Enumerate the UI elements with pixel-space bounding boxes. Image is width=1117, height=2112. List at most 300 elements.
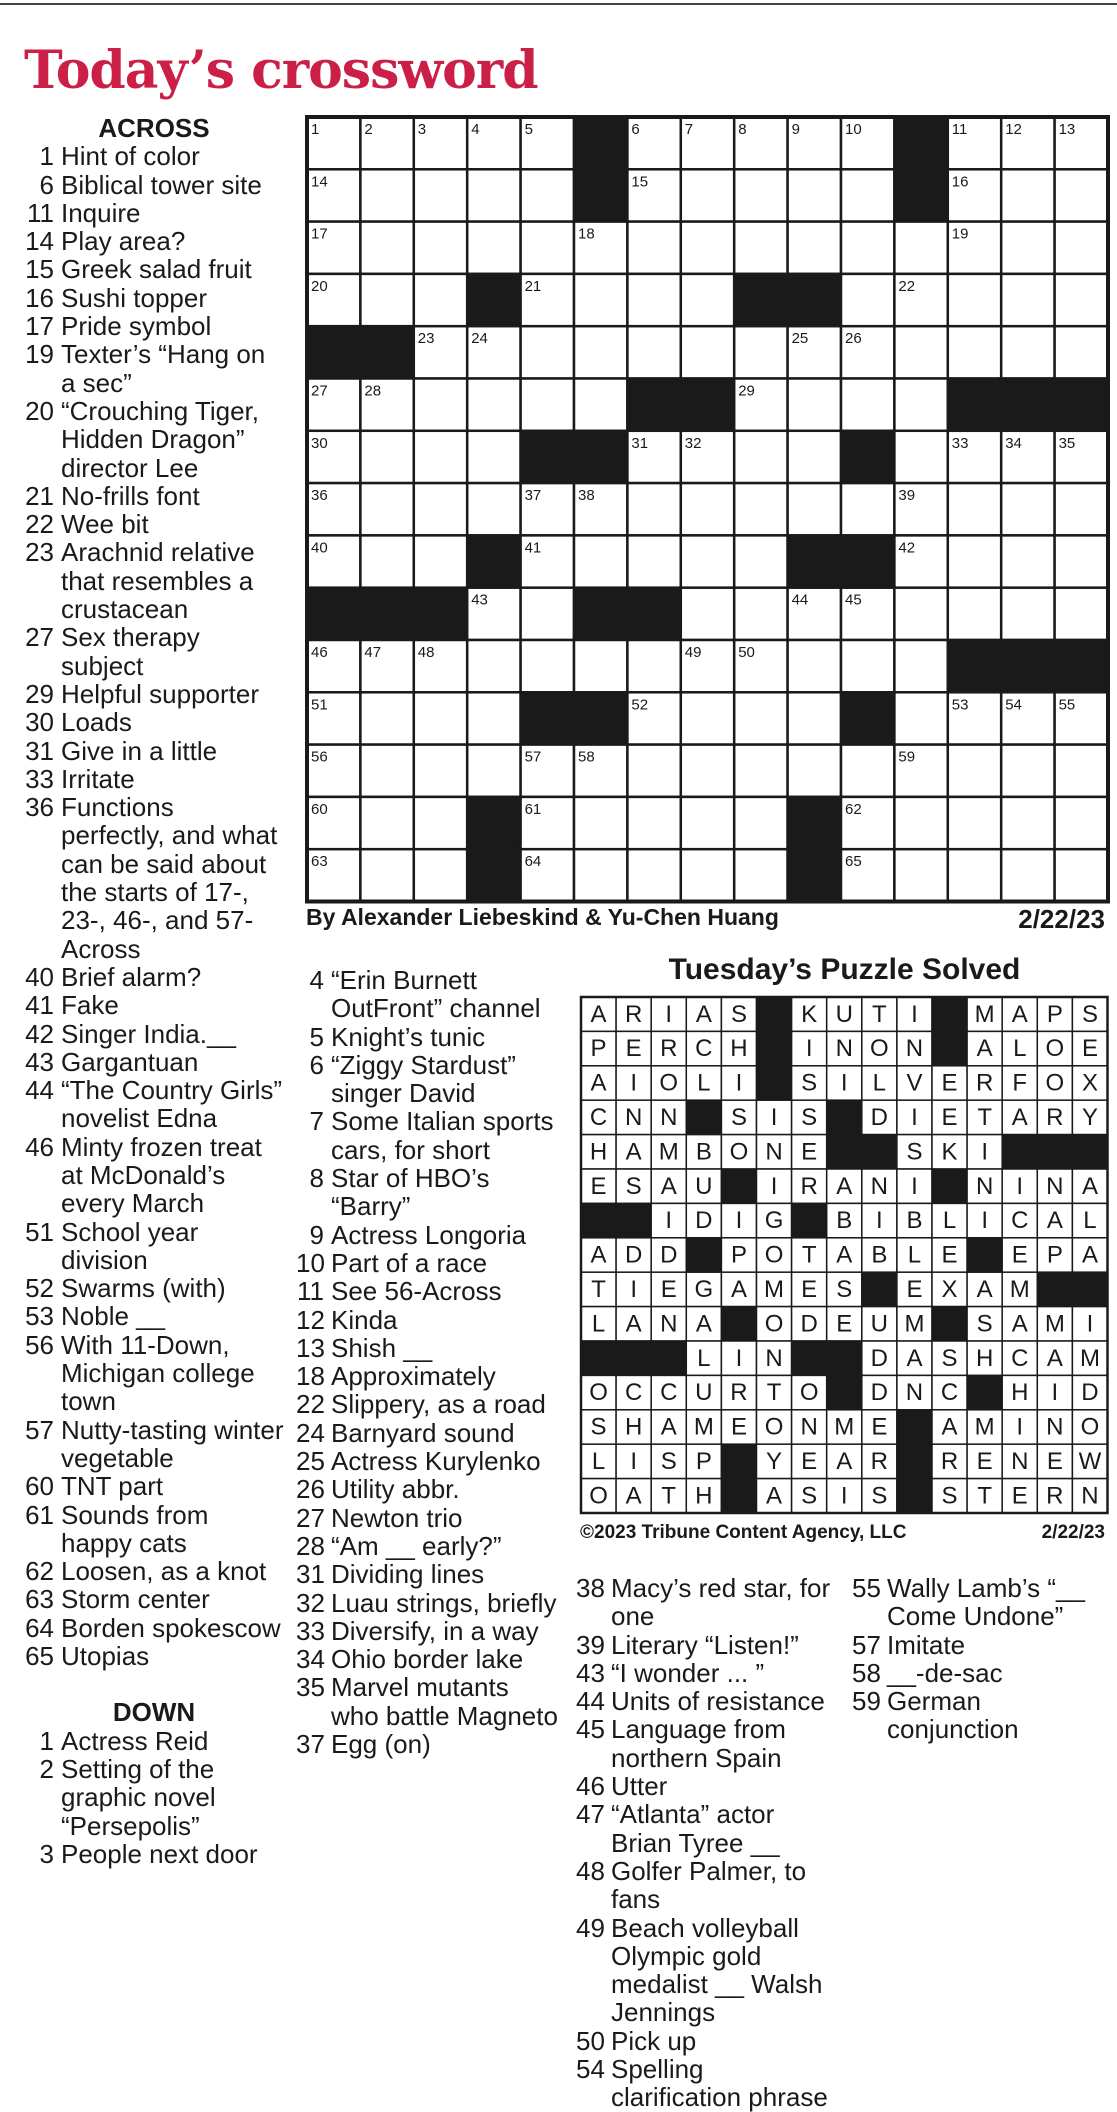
solution-letter: A <box>976 1035 993 1063</box>
grid-cell[interactable] <box>414 535 467 587</box>
grid-cell[interactable] <box>1001 326 1054 378</box>
grid-cell[interactable] <box>1055 797 1108 849</box>
solution-letter: E <box>801 1275 818 1303</box>
grid-cell[interactable] <box>734 222 787 274</box>
grid-cell[interactable] <box>841 274 894 326</box>
grid-cell[interactable] <box>414 483 467 535</box>
grid-cell[interactable] <box>1055 222 1108 274</box>
grid-cell[interactable] <box>1001 483 1054 535</box>
grid-cell[interactable] <box>360 849 413 901</box>
clue-number: 52 <box>25 1273 54 1304</box>
clue-item <box>24 1501 284 1558</box>
grid-cell[interactable] <box>627 745 680 797</box>
grid-cell[interactable] <box>521 588 574 640</box>
grid-cell[interactable] <box>1055 849 1108 901</box>
grid-cell[interactable] <box>948 274 1001 326</box>
black-square <box>932 997 967 1031</box>
grid-cell[interactable] <box>841 745 894 797</box>
clue-item <box>24 227 284 255</box>
solution-letter: E <box>871 1413 888 1441</box>
clue-item <box>24 1840 284 1868</box>
clue-number: 32 <box>296 1587 325 1618</box>
black-square <box>467 849 520 901</box>
clue-item <box>296 1730 558 1758</box>
solution-letter: U <box>835 1000 853 1028</box>
solution-letter: I <box>630 1447 637 1475</box>
grid-cell[interactable] <box>948 588 1001 640</box>
solution-letter: I <box>911 1103 918 1131</box>
solution-letter: O <box>1080 1413 1100 1441</box>
solution-letter: L <box>907 1241 922 1269</box>
grid-cell[interactable] <box>627 797 680 849</box>
grid-cell[interactable] <box>948 483 1001 535</box>
grid-cell[interactable] <box>627 535 680 587</box>
grid-cell[interactable] <box>360 222 413 274</box>
clue-text: Approximately <box>331 1361 496 1392</box>
grid-cell[interactable] <box>1055 745 1108 797</box>
clue-item <box>24 737 284 765</box>
grid-cell[interactable] <box>467 431 520 483</box>
grid-cell[interactable] <box>681 849 734 901</box>
clue-item <box>852 1687 1114 1744</box>
grid-cell[interactable] <box>1055 274 1108 326</box>
solution-letter: I <box>735 1207 743 1235</box>
cell-number: 33 <box>951 434 969 452</box>
clue-text: Functions perfectly, and what can be said about the starts of 17-, 23-, 46-, and 57-Across <box>61 792 278 964</box>
clue-number: 26 <box>296 1474 325 1505</box>
grid-cell[interactable] <box>681 692 734 744</box>
cell-number: 37 <box>524 487 542 505</box>
grid-cell[interactable] <box>894 692 947 744</box>
cell-number: 20 <box>311 277 328 295</box>
grid-cell[interactable] <box>734 588 787 640</box>
grid-cell[interactable] <box>467 640 520 692</box>
grid-cell[interactable] <box>360 692 413 744</box>
clue-text: Fake <box>61 990 119 1021</box>
clue-number: 14 <box>25 226 54 257</box>
solution-letter: A <box>660 1413 677 1441</box>
black-square <box>360 588 413 640</box>
solution-letter: A <box>625 1138 642 1166</box>
grid-cell[interactable] <box>948 326 1001 378</box>
cell-number: 1 <box>311 121 320 138</box>
clue-number: 11 <box>27 197 54 228</box>
grid-cell[interactable] <box>788 640 841 692</box>
cell-number: 2 <box>364 121 373 138</box>
solution-letter: L <box>1013 1035 1027 1063</box>
grid-cell[interactable] <box>894 640 947 692</box>
grid-cell[interactable] <box>734 169 787 221</box>
solution-letter: A <box>590 1241 607 1269</box>
cell-number: 22 <box>898 277 916 295</box>
grid-cell[interactable] <box>1055 169 1108 221</box>
black-square <box>841 535 894 587</box>
grid-cell[interactable] <box>627 326 680 378</box>
puzzle-grid-svg[interactable] <box>305 115 1110 904</box>
clue-number: 31 <box>296 1559 325 1590</box>
solution-letter: P <box>590 1035 607 1063</box>
clue-text: Loads <box>61 707 132 738</box>
grid-cell[interactable] <box>467 169 520 221</box>
solution-letter: L <box>591 1447 606 1475</box>
cell-number: 13 <box>1058 121 1076 138</box>
grid-cell[interactable] <box>1055 588 1108 640</box>
grid-cell[interactable] <box>734 483 787 535</box>
black-square <box>616 1341 651 1375</box>
solution-letter: T <box>977 1103 992 1131</box>
clue-item <box>24 284 284 312</box>
grid-cell[interactable] <box>574 535 627 587</box>
clue-number: 39 <box>576 1629 605 1660</box>
clue-text: Beach volleyball Olympic gold medalist __ Walsh Jennings <box>611 1912 823 2028</box>
clue-item <box>296 1306 558 1334</box>
grid-cell[interactable] <box>948 745 1001 797</box>
grid-cell[interactable] <box>948 849 1001 901</box>
grid-cell[interactable] <box>894 588 947 640</box>
solution-letter: H <box>695 1482 713 1510</box>
clue-text: Actress Reid <box>61 1725 209 1756</box>
grid-cell[interactable] <box>414 745 467 797</box>
grid-cell[interactable] <box>1001 169 1054 221</box>
clue-text: Sushi topper <box>61 282 207 313</box>
grid-cell[interactable] <box>681 326 734 378</box>
black-square <box>792 1341 827 1375</box>
grid-cell[interactable] <box>948 797 1001 849</box>
clue-item <box>24 623 284 680</box>
cell-number: 5 <box>524 121 533 138</box>
grid-cell[interactable] <box>734 849 787 901</box>
clue-item <box>576 2055 840 2112</box>
clue-text: Setting of the graphic novel “Persepolis” <box>61 1753 216 1841</box>
grid-cell[interactable] <box>467 222 520 274</box>
grid-cell[interactable] <box>788 169 841 221</box>
clue-number: 27 <box>25 622 54 653</box>
grid-cell[interactable] <box>414 692 467 744</box>
solution-letter: E <box>801 1447 818 1475</box>
solution-letter: A <box>976 1275 993 1303</box>
grid-cell[interactable] <box>1001 745 1054 797</box>
cell-number: 55 <box>1058 696 1076 714</box>
black-square <box>307 326 360 378</box>
solution-letter: T <box>661 1482 677 1510</box>
solution-letter: T <box>977 1482 992 1510</box>
grid-cell[interactable] <box>734 431 787 483</box>
crossword-grid[interactable] <box>305 115 1110 904</box>
grid-cell[interactable] <box>627 222 680 274</box>
solution-letter: S <box>1081 1000 1098 1028</box>
clue-item <box>24 1020 284 1048</box>
grid-cell[interactable] <box>788 379 841 431</box>
grid-cell[interactable] <box>467 483 520 535</box>
black-square <box>721 1169 756 1203</box>
clue-item <box>24 1076 284 1133</box>
cell-number: 17 <box>311 225 328 243</box>
solution-letter: R <box>1046 1103 1064 1131</box>
solution-letter: P <box>1046 1241 1063 1269</box>
cell-number: 30 <box>311 434 328 452</box>
grid-cell[interactable] <box>360 745 413 797</box>
solution-letter: M <box>904 1310 925 1338</box>
grid-cell[interactable] <box>1001 535 1054 587</box>
black-square <box>841 692 894 744</box>
clue-text: Wee bit <box>61 509 149 540</box>
cell-number: 63 <box>311 853 328 871</box>
grid-cell[interactable] <box>734 692 787 744</box>
solution-letter: N <box>765 1344 783 1372</box>
grid-cell[interactable] <box>681 797 734 849</box>
cell-number: 16 <box>951 173 969 191</box>
grid-cell[interactable] <box>681 535 734 587</box>
grid-cell[interactable] <box>681 745 734 797</box>
grid-cell[interactable] <box>414 849 467 901</box>
grid-cell[interactable] <box>574 797 627 849</box>
solution-letter: A <box>1046 1344 1063 1372</box>
grid-cell[interactable] <box>1055 483 1108 535</box>
grid-cell[interactable] <box>841 379 894 431</box>
grid-cell[interactable] <box>360 169 413 221</box>
solution-letter: H <box>589 1138 608 1166</box>
solution-letter: C <box>695 1035 713 1063</box>
clue-item <box>24 1274 284 1302</box>
grid-cell[interactable] <box>841 169 894 221</box>
grid-cell[interactable] <box>414 797 467 849</box>
solution-letter: I <box>665 1207 673 1235</box>
grid-cell[interactable] <box>681 274 734 326</box>
grid-cell[interactable] <box>1001 849 1054 901</box>
cell-number: 24 <box>471 330 488 348</box>
clue-number: 23 <box>25 537 54 568</box>
grid-cell[interactable] <box>360 274 413 326</box>
clue-item <box>24 510 284 538</box>
black-square <box>1001 640 1054 692</box>
clue-item <box>296 1334 558 1362</box>
black-square <box>627 588 680 640</box>
solution-letter: R <box>624 1000 643 1028</box>
grid-cell[interactable] <box>894 326 947 378</box>
solution-letter: P <box>1046 1000 1063 1028</box>
grid-cell[interactable] <box>574 379 627 431</box>
solution-letter: P <box>730 1241 747 1269</box>
clue-item <box>24 963 284 991</box>
clue-text: Actress Kurylenko <box>331 1446 541 1477</box>
solution-letter: A <box>766 1482 783 1510</box>
black-square <box>967 1238 1002 1272</box>
clue-item <box>296 1447 558 1475</box>
clue-text: Newton trio <box>331 1502 463 1533</box>
black-square <box>757 997 792 1031</box>
solution-letter: M <box>974 1413 995 1441</box>
clue-number: 22 <box>25 509 54 540</box>
clue-number: 47 <box>576 1799 605 1830</box>
cell-number: 9 <box>791 121 800 138</box>
grid-cell[interactable] <box>841 483 894 535</box>
solution-letter: N <box>1011 1447 1029 1475</box>
clue-item <box>24 1048 284 1076</box>
black-square <box>651 1341 686 1375</box>
clue-number: 7 <box>309 1106 324 1137</box>
clue-text: Egg (on) <box>331 1729 431 1760</box>
grid-cell[interactable] <box>521 222 574 274</box>
grid-cell[interactable] <box>1001 222 1054 274</box>
grid-cell[interactable] <box>788 745 841 797</box>
spacer <box>24 1670 284 1698</box>
clue-text: Give in a little <box>61 735 218 766</box>
cell-number: 47 <box>364 644 382 661</box>
solution-letter: U <box>870 1310 889 1338</box>
solution-letter: M <box>764 1275 785 1303</box>
grid-cell[interactable] <box>467 745 520 797</box>
grid-cell[interactable] <box>894 849 947 901</box>
solution-letter: T <box>872 1000 887 1028</box>
clue-item <box>24 340 284 397</box>
grid-cell[interactable] <box>521 326 574 378</box>
clue-text: “Crouching Tiger, Hidden Dragon” director Lee <box>61 395 259 483</box>
grid-cell[interactable] <box>894 222 947 274</box>
grid-cell[interactable] <box>1001 797 1054 849</box>
black-square <box>1037 1272 1072 1306</box>
solution-letter: T <box>591 1275 606 1303</box>
clue-text: “Am __ early?” <box>331 1530 502 1561</box>
grid-cell[interactable] <box>360 483 413 535</box>
clue-item <box>852 1574 1114 1631</box>
clue-item <box>24 1642 284 1670</box>
solution-letter: E <box>941 1241 958 1269</box>
solution-letter: I <box>840 1482 848 1510</box>
grid-cell[interactable] <box>627 274 680 326</box>
black-square <box>1001 379 1054 431</box>
grid-cell[interactable] <box>627 849 680 901</box>
clue-item <box>24 1585 284 1613</box>
solution-letter: R <box>800 1172 818 1200</box>
solution-letter: I <box>840 1069 848 1097</box>
grid-cell[interactable] <box>894 431 947 483</box>
grid-cell[interactable] <box>1055 535 1108 587</box>
solution-letter: O <box>589 1482 608 1510</box>
grid-cell[interactable] <box>414 169 467 221</box>
clue-text: Literary “Listen!” <box>611 1629 799 1660</box>
cell-number: 29 <box>738 382 755 400</box>
grid-cell[interactable] <box>734 797 787 849</box>
grid-cell[interactable] <box>414 274 467 326</box>
clue-text: Hint of color <box>61 141 200 172</box>
solution-letter: E <box>941 1103 958 1131</box>
grid-cell[interactable] <box>681 588 734 640</box>
solution-letter: A <box>695 1310 712 1338</box>
clue-item <box>852 1659 1114 1687</box>
clue-item <box>576 1914 840 2027</box>
black-square <box>360 326 413 378</box>
clue-number: 62 <box>25 1556 54 1587</box>
solution-letter: T <box>766 1379 782 1407</box>
cell-number: 36 <box>311 487 328 505</box>
solution-letter: S <box>801 1069 818 1097</box>
solution-letter: E <box>976 1447 993 1475</box>
grid-cell[interactable] <box>521 379 574 431</box>
clue-item <box>296 1673 558 1730</box>
grid-cell[interactable] <box>574 326 627 378</box>
solution-letter: N <box>1081 1482 1099 1510</box>
black-square <box>1072 1135 1107 1169</box>
clue-number: 9 <box>309 1219 324 1250</box>
clue-number: 43 <box>576 1657 605 1688</box>
grid-cell[interactable] <box>681 483 734 535</box>
cell-number: 48 <box>417 644 435 661</box>
grid-cell[interactable] <box>414 222 467 274</box>
clue-text: Loosen, as a knot <box>61 1556 267 1587</box>
solution-letter: D <box>1081 1379 1099 1407</box>
solution-letter: E <box>941 1069 958 1097</box>
grid-cell[interactable] <box>734 535 787 587</box>
grid-cell[interactable] <box>841 222 894 274</box>
clue-number: 41 <box>25 990 54 1021</box>
solution-letter: L <box>697 1069 711 1097</box>
grid-cell[interactable] <box>360 535 413 587</box>
clue-number: 13 <box>296 1332 325 1363</box>
grid-cell[interactable] <box>1055 326 1108 378</box>
grid-cell[interactable] <box>467 379 520 431</box>
cell-number: 44 <box>791 591 809 609</box>
cell-number: 32 <box>684 434 702 452</box>
cell-number: 18 <box>578 225 595 243</box>
grid-cell[interactable] <box>788 692 841 744</box>
grid-cell[interactable] <box>414 379 467 431</box>
grid-cell[interactable] <box>467 692 520 744</box>
grid-cell[interactable] <box>1001 588 1054 640</box>
grid-cell[interactable] <box>574 849 627 901</box>
clue-item <box>296 966 558 1023</box>
grid-cell[interactable] <box>788 222 841 274</box>
clue-text: Golfer Palmer, to fans <box>611 1855 807 1915</box>
grid-cell[interactable] <box>574 640 627 692</box>
solution-letter: R <box>730 1379 748 1407</box>
grid-cell[interactable] <box>841 640 894 692</box>
solution-letter: O <box>1045 1069 1065 1097</box>
clue-text: Play area? <box>61 226 186 257</box>
clue-number: 1 <box>39 1725 54 1756</box>
grid-cell[interactable] <box>734 326 787 378</box>
grid-cell[interactable] <box>894 379 947 431</box>
grid-cell[interactable] <box>788 483 841 535</box>
grid-cell[interactable] <box>948 535 1001 587</box>
clue-number: 60 <box>25 1471 54 1502</box>
grid-cell[interactable] <box>681 169 734 221</box>
across-header: ACROSS <box>98 113 210 143</box>
solution-letter: I <box>630 1069 637 1097</box>
cell-number: 46 <box>311 644 328 661</box>
grid-cell[interactable] <box>360 431 413 483</box>
clue-number: 4 <box>309 965 324 995</box>
grid-cell[interactable] <box>521 169 574 221</box>
grid-cell[interactable] <box>734 745 787 797</box>
clue-text: TNT part <box>61 1471 164 1502</box>
grid-cell[interactable] <box>414 431 467 483</box>
grid-cell[interactable] <box>894 797 947 849</box>
grid-cell[interactable] <box>360 797 413 849</box>
grid-cell[interactable] <box>521 640 574 692</box>
grid-cell[interactable] <box>574 274 627 326</box>
grid-cell[interactable] <box>788 431 841 483</box>
black-square <box>414 588 467 640</box>
solution-letter: L <box>697 1344 711 1372</box>
grid-cell[interactable] <box>1001 274 1054 326</box>
clue-text: Borden spokescow <box>61 1612 281 1643</box>
solution-letter: E <box>1081 1035 1098 1063</box>
grid-cell[interactable] <box>681 222 734 274</box>
solution-letter: S <box>730 1103 747 1131</box>
grid-cell[interactable] <box>627 483 680 535</box>
grid-cell[interactable] <box>627 640 680 692</box>
clue-text: People next door <box>61 1838 258 1869</box>
